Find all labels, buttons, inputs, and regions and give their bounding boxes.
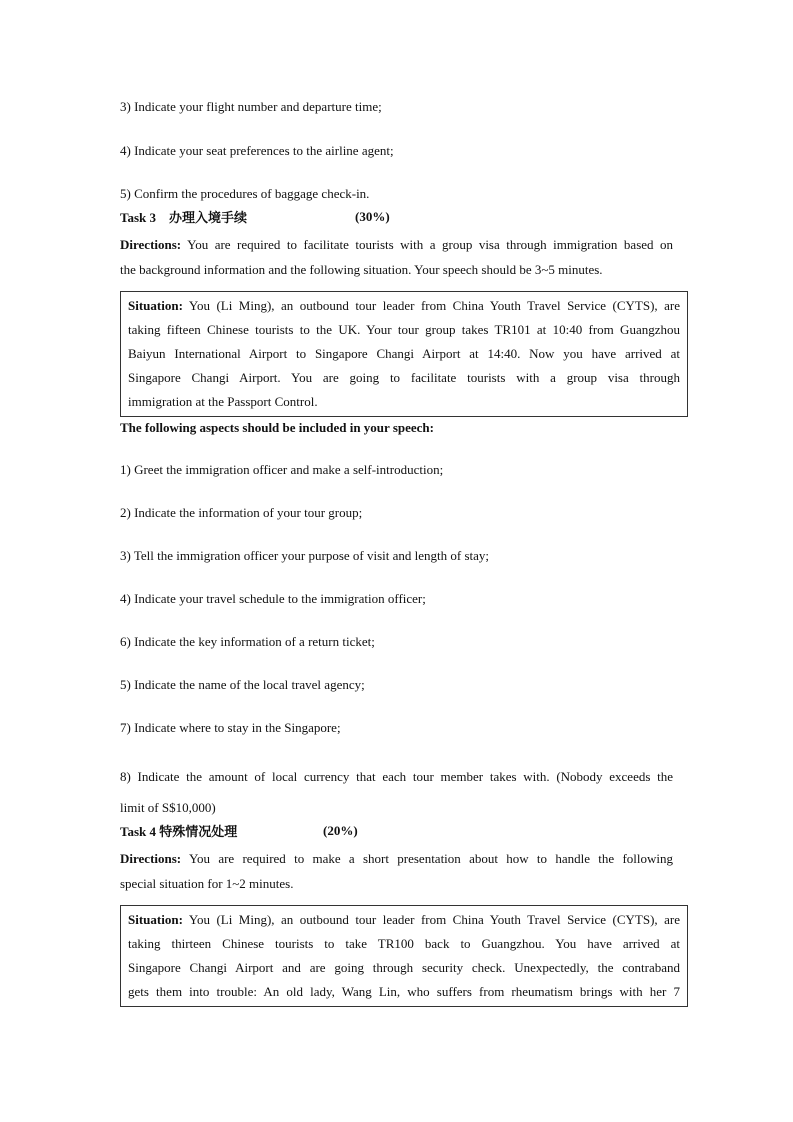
situation-line: immigration at the Passport Control.: [128, 394, 318, 409]
task3-title: Task 3 办理入境手续: [120, 210, 248, 225]
situation-label: Situation:: [128, 912, 183, 927]
situation-line: Singapore Changi Airport. You are going to facilitate tourists with a group visa through: [128, 370, 680, 385]
task4-directions-line: special situation for 1~2 minutes.: [120, 876, 294, 891]
directions-text: You are required to facilitate tourists with a group visa through immigration based on: [181, 237, 673, 252]
list-item: 3) Tell the immigration officer your purpose of visit and length of stay;: [120, 548, 490, 563]
task4-situation-box: [120, 905, 688, 1007]
task3-directions-line: [120, 236, 673, 253]
situation-line: gets them into trouble: An old lady, Wang Lin, who suffers from rheumatism brings with her 7: [128, 984, 680, 999]
list-item: 2) Indicate the information of your tour group;: [120, 505, 363, 520]
task3-situation-box: [120, 291, 688, 417]
situation-line: Singapore Changi Airport and are going through security check. Unexpectedly, the contraband: [128, 960, 680, 975]
task3-directions-line: the background information and the following situation. Your speech should be 3~5 minutes.: [120, 262, 603, 277]
list-item: 4) Indicate your travel schedule to the immigration officer;: [120, 591, 426, 606]
list-item-continued: limit of S$10,000): [120, 800, 216, 815]
task4-title: Task 4 特殊情况处理: [120, 824, 238, 839]
directions-label: Directions:: [120, 851, 182, 866]
situation-line: [128, 297, 680, 314]
list-item: 1) Greet the immigration officer and make a self-introduction;: [120, 462, 444, 477]
task4-percent: (20%): [323, 823, 358, 838]
task4-directions-line: [120, 850, 673, 867]
situation-line: taking thirteen Chinese tourists to take TR100 back to Guangzhou. You have arrived at: [128, 936, 680, 951]
list-item: 3) Indicate your flight number and departure time;: [120, 99, 382, 114]
situation-label: Situation:: [128, 298, 183, 313]
aspects-heading: The following aspects should be included in your speech:: [120, 420, 434, 435]
directions-label: Directions:: [120, 237, 182, 252]
list-item: 7) Indicate where to stay in the Singapore;: [120, 720, 341, 735]
situation-text: You (Li Ming), an outbound tour leader from China Youth Travel Service (CYTS), are: [182, 298, 680, 313]
directions-text: You are required to make a short presentation about how to handle the following: [181, 851, 673, 866]
situation-line: taking fifteen Chinese tourists to the UK. Your tour group takes TR101 at 10:40 from Guangzhou: [128, 322, 680, 337]
list-item: 8) Indicate the amount of local currency that each tour member takes with. (Nobody exceeds the: [120, 769, 673, 784]
situation-text: You (Li Ming), an outbound tour leader from China Youth Travel Service (CYTS), are: [182, 912, 680, 927]
task3-percent: (30%): [355, 209, 390, 224]
situation-line: [128, 911, 680, 928]
list-item: 5) Indicate the name of the local travel agency;: [120, 677, 365, 692]
list-item: 4) Indicate your seat preferences to the airline agent;: [120, 143, 394, 158]
list-item: 6) Indicate the key information of a return ticket;: [120, 634, 375, 649]
situation-line: Baiyun International Airport to Singapore Changi Airport at 14:40. Now you have arrived at: [128, 346, 680, 361]
list-item: 5) Confirm the procedures of baggage check-in.: [120, 186, 370, 201]
